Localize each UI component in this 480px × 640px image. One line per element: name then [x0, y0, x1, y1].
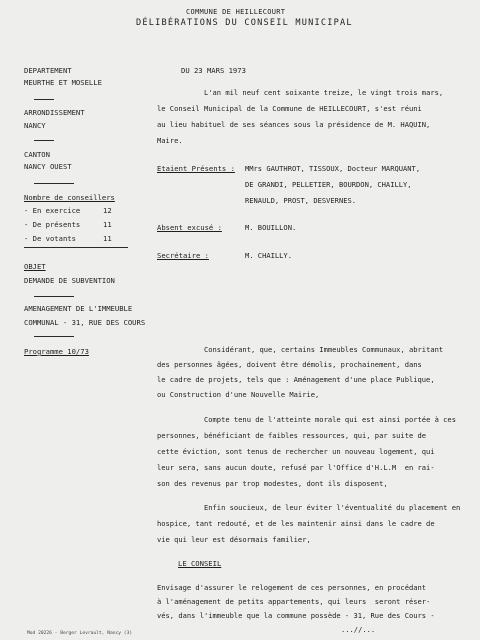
objet-line-2: AMENAGEMENT DE L'IMMEUBLE: [24, 304, 133, 313]
objet-line-1: DEMANDE DE SUBVENTION: [24, 276, 115, 285]
paragraph-line: personnes, bénéficiant de faibles ressources, qui, par suite de: [157, 431, 427, 440]
commune-heading: COMMUNE DE HEILLECOURT: [186, 8, 286, 16]
count-value-presents: 11: [103, 220, 112, 229]
divider: [34, 183, 74, 184]
paragraph-line: hospice, tant redouté, et de les maintenir ainsi dans le cadre de: [157, 519, 435, 528]
divider: [34, 296, 74, 297]
intro-line: L'an mil neuf cent soixante treize, le vingt trois mars,: [204, 88, 444, 97]
count-value-votants: 11: [103, 234, 112, 243]
page-title: DÉLIBÉRATIONS DU CONSEIL MUNICIPAL: [136, 18, 353, 28]
paragraph-line: à l'aménagement de petits appartements, qui leurs seront réser-: [157, 597, 431, 606]
departement-label: DEPARTEMENT: [24, 66, 72, 75]
presents-line: RENAULD, PROST, DESVERNES.: [245, 196, 357, 205]
objet-line-3: COMMUNAL - 31, RUE DES COURS: [24, 318, 146, 327]
paragraph-line: vés, dans l'immeuble que la commune possède - 31, Rue des Cours -: [157, 611, 435, 620]
arrondissement-name: NANCY: [24, 121, 46, 130]
nombre-conseillers-title: Nombre de conseillers: [24, 193, 115, 202]
paragraph-line: vie qui leur est désormais familier,: [157, 535, 311, 544]
printer-imprint: Mod 20226 - Berger Levrault, Nancy (3): [27, 631, 133, 636]
presents-line: MMrs GAUTHROT, TISSOUX, Docteur MARQUANT,: [245, 164, 421, 173]
programme-label: Programme 10/73: [24, 347, 89, 356]
intro-line: Maire.: [157, 136, 183, 145]
paragraph-line: des personnes âgées, doivent être démolis, prochainement, dans: [157, 360, 422, 369]
intro-line: au lieu habituel de ses séances sous la présidence de M. HAQUIN,: [157, 120, 431, 129]
divider: [24, 247, 128, 248]
presents-label: Etaient Présents :: [157, 164, 235, 173]
divider: [34, 140, 54, 141]
absent-label: Absent excusé :: [157, 223, 222, 232]
session-date: DU 23 MARS 1973: [181, 66, 246, 75]
paragraph-line: son des revenus par trop modestes, dont ils disposent,: [157, 479, 388, 488]
presents-line: DE GRANDI, PELLETIER, BOURDON, CHAILLY,: [245, 180, 412, 189]
paragraph-line: le cadre de projets, tels que : Aménagement d'une place Publique,: [157, 375, 435, 384]
secretaire-value: M. CHAILLY.: [245, 251, 292, 260]
absent-value: M. BOUILLON.: [245, 223, 297, 232]
arrondissement-label: ARRONDISSEMENT: [24, 108, 85, 117]
divider: [34, 336, 74, 337]
paragraph-line: leur sera, sans aucun doute, refusé par l'Office d'H.L.M en rai-: [157, 463, 435, 472]
objet-label: OBJET: [24, 262, 46, 271]
continuation-mark: ...//...: [341, 625, 376, 634]
divider: [34, 99, 54, 100]
canton-label: CANTON: [24, 150, 50, 159]
canton-name: NANCY OUEST: [24, 162, 72, 171]
count-label-votants: - De votants: [24, 234, 76, 243]
count-label-exercice: - En exercice: [24, 206, 81, 215]
count-value-exercice: 12: [103, 206, 112, 215]
intro-line: le Conseil Municipal de la Commune de HEILLECOURT, s'est réuni: [157, 104, 422, 113]
paragraph-line: Enfin soucieux, de leur éviter l'éventualité du placement en: [204, 503, 461, 512]
paragraph-line: cette éviction, sont tenus de rechercher un nouveau logement, qui: [157, 447, 435, 456]
paragraph-line: Considérant, que, certains Immeubles Communaux, abritant: [204, 345, 444, 354]
secretaire-label: Secrétaire :: [157, 251, 209, 260]
departement-name: MEURTHE ET MOSELLE: [24, 78, 102, 87]
conseil-heading: LE CONSEIL: [178, 559, 222, 568]
paragraph-line: Envisage d'assurer le relogement de ces personnes, en procédant: [157, 583, 427, 592]
paragraph-line: ou Construction d'une Nouvelle Mairie,: [157, 390, 320, 399]
count-label-presents: - De présents: [24, 220, 81, 229]
paragraph-line: Compte tenu de l'atteinte morale qui est ainsi portée à ces: [204, 415, 456, 424]
